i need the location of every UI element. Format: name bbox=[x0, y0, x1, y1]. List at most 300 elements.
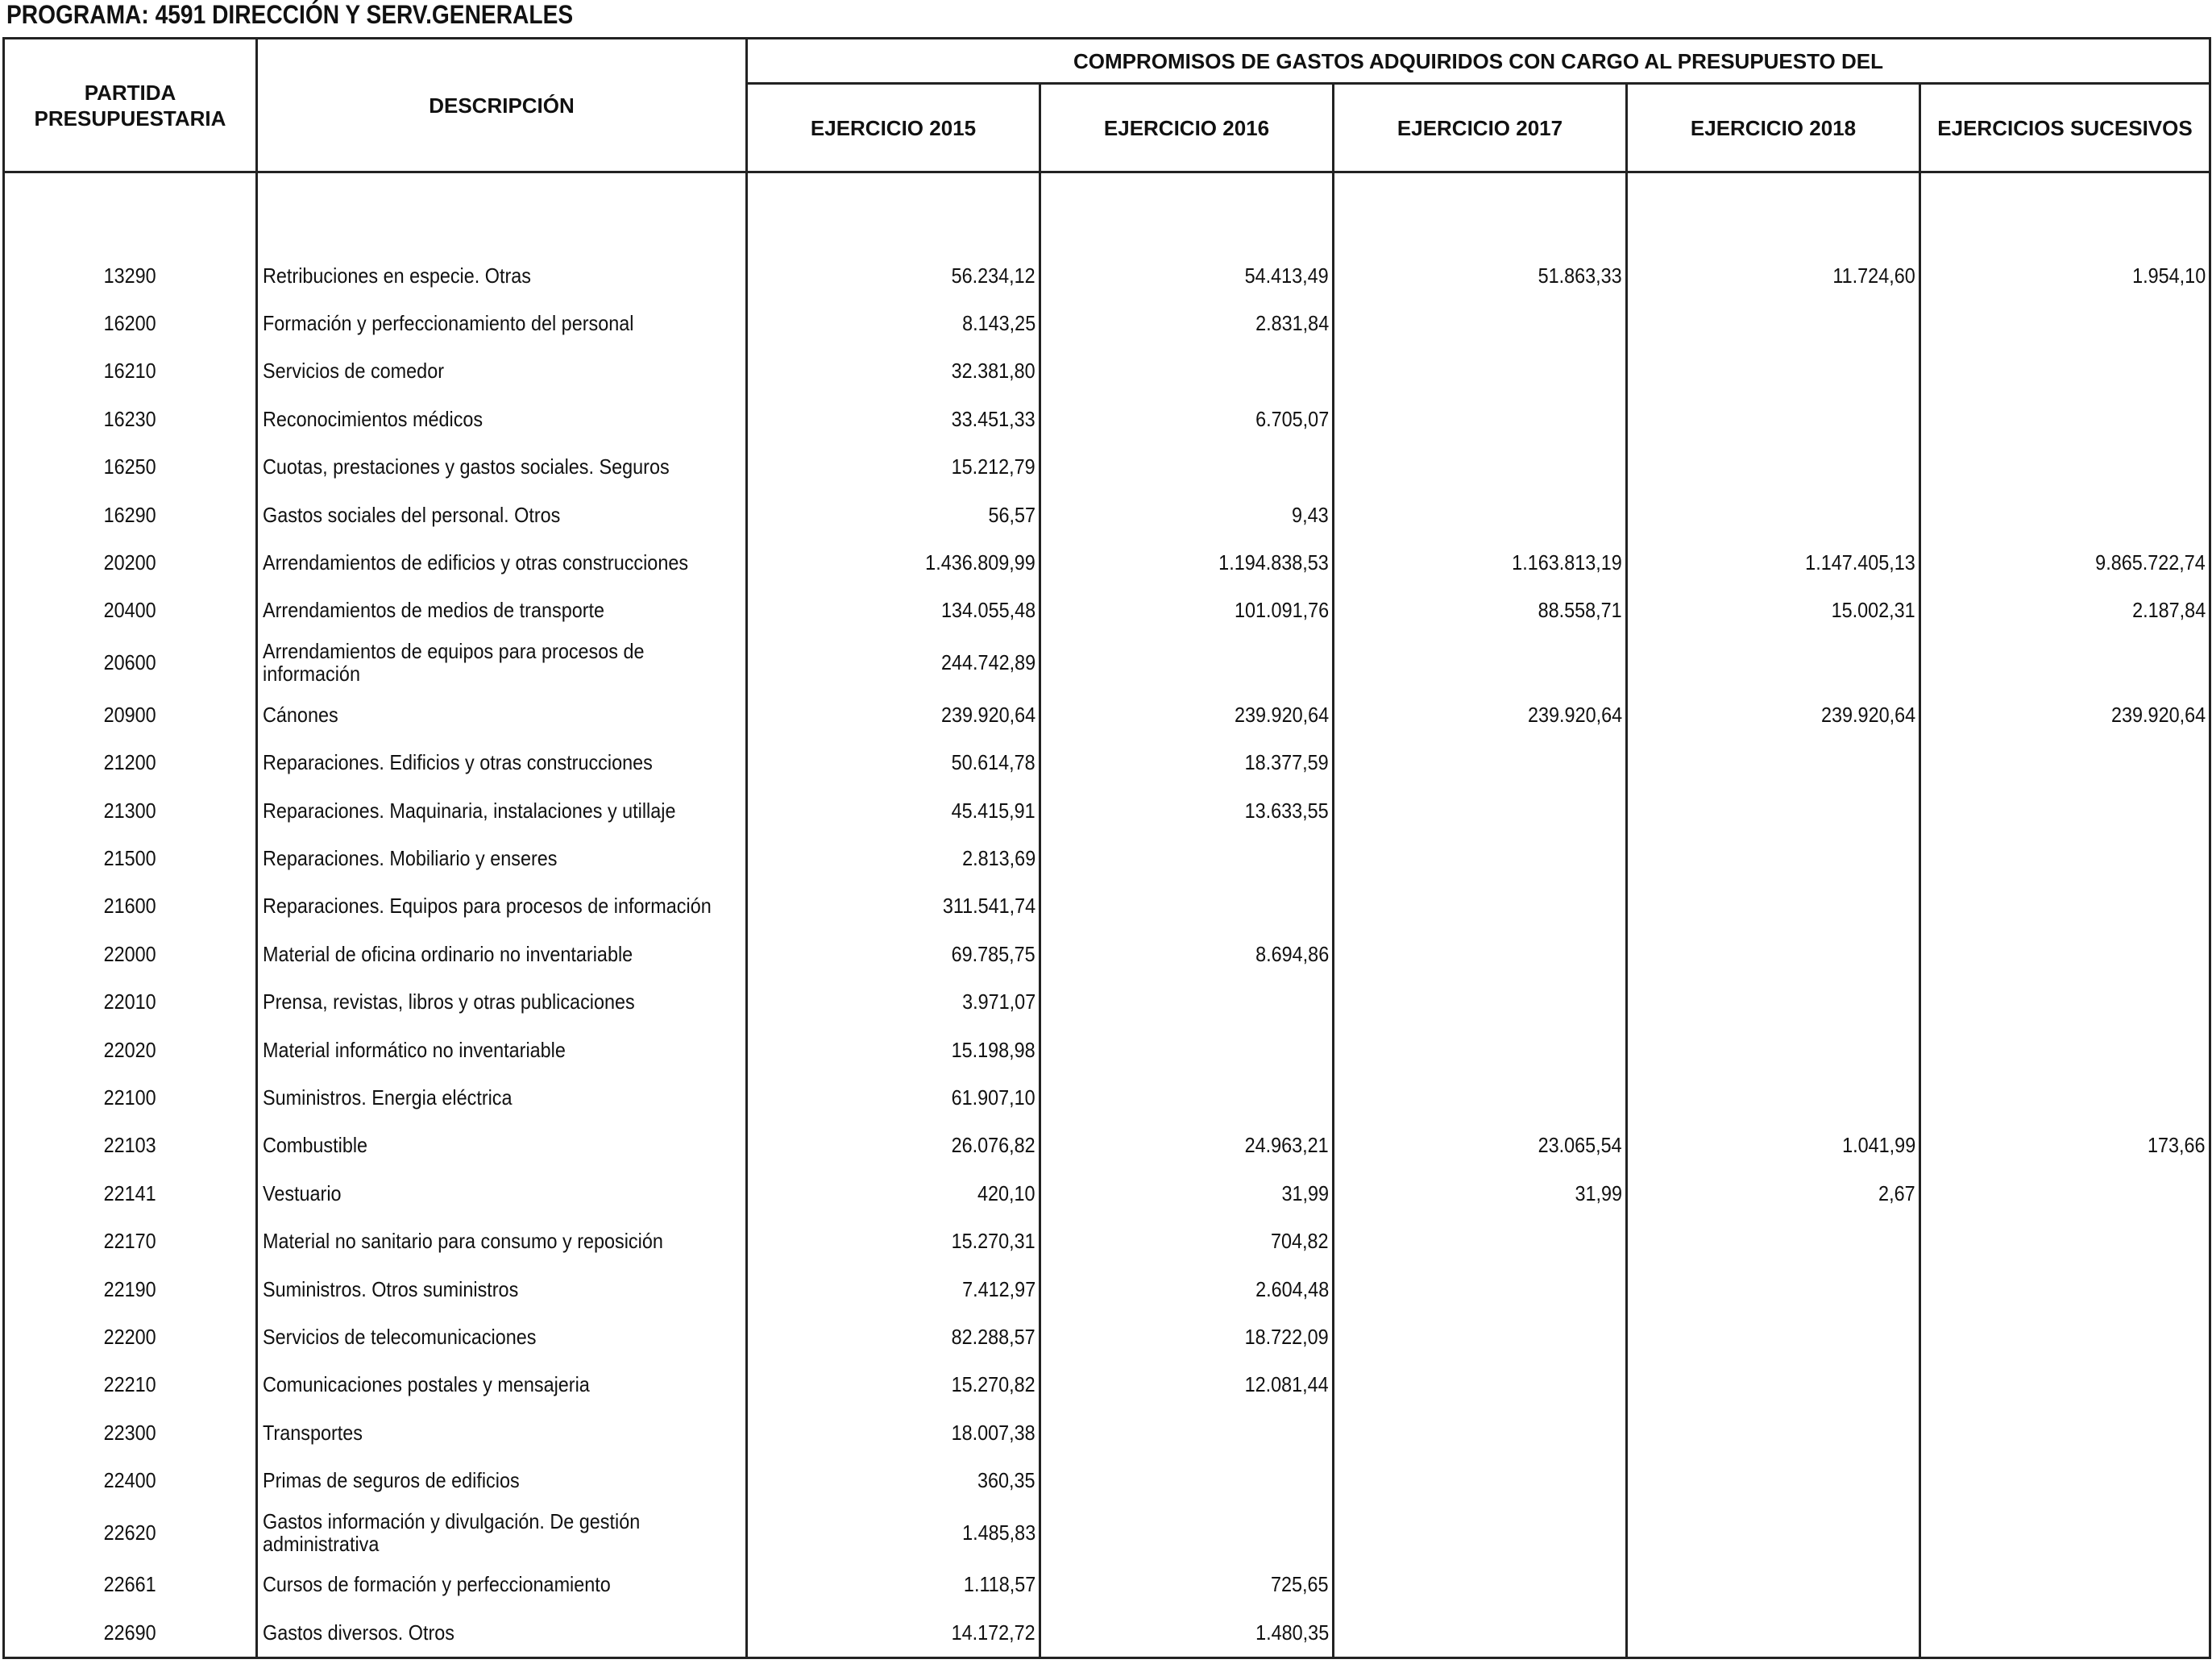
table-row bbox=[4, 977, 2210, 1025]
amount-2016-cell bbox=[1040, 1408, 1334, 1456]
amount-2017: 51.863,33 bbox=[1538, 263, 1622, 288]
amount-sucesivos-cell bbox=[1920, 1265, 2210, 1313]
amount-2016-cell bbox=[1040, 1313, 1334, 1360]
amount-sucesivos-cell bbox=[1920, 299, 2210, 346]
amount-sucesivos-cell bbox=[1920, 1504, 2210, 1561]
amount-2015-cell bbox=[747, 538, 1040, 586]
amount-2015-cell bbox=[747, 977, 1040, 1025]
partida-code bbox=[4, 395, 257, 442]
amount-2017-cell bbox=[1334, 1026, 1627, 1073]
amount-2015-cell bbox=[747, 1456, 1040, 1504]
descripcion-text: Primas de seguros de edificios bbox=[263, 1468, 520, 1493]
amount-sucesivos-cell bbox=[1920, 538, 2210, 586]
amount-2017-cell bbox=[1334, 1169, 1627, 1217]
partida-code bbox=[4, 786, 257, 834]
amount-2018: 11.724,60 bbox=[1832, 263, 1915, 288]
partida-code bbox=[4, 1561, 257, 1608]
amount-2016-cell bbox=[1040, 1361, 1334, 1408]
amount-2016: 54.413,49 bbox=[1244, 263, 1329, 288]
amount-2017-cell bbox=[1334, 538, 1627, 586]
amount-2018-cell bbox=[1627, 930, 1920, 977]
header-year-2018: EJERCICIO 2018 bbox=[1627, 84, 1920, 172]
amount-2015-cell bbox=[747, 395, 1040, 442]
partida-code-text: 22100 bbox=[103, 1085, 157, 1110]
amount-2018-cell bbox=[1627, 882, 1920, 930]
amount-2017-cell bbox=[1334, 1408, 1627, 1456]
partida-code-text: 16200 bbox=[103, 311, 157, 336]
amount-2016: 6.705,07 bbox=[1255, 406, 1329, 431]
amount-2017: 23.065,54 bbox=[1538, 1133, 1622, 1158]
amount-2015-cell bbox=[747, 834, 1040, 882]
amount-2018-cell bbox=[1627, 1361, 1920, 1408]
partida-code-text: 22661 bbox=[103, 1572, 157, 1597]
amount-2017-cell bbox=[1334, 882, 1627, 930]
descripcion-text: Prensa, revistas, libros y otras publicaciones bbox=[263, 989, 635, 1014]
amount-2015-cell bbox=[747, 443, 1040, 491]
amount-2016-cell bbox=[1040, 834, 1334, 882]
partida-code bbox=[4, 347, 257, 395]
amount-sucesivos-cell bbox=[1920, 251, 2210, 299]
amount-2015: 1.118,57 bbox=[963, 1572, 1035, 1597]
table-row bbox=[4, 882, 2210, 930]
amount-2016: 725,65 bbox=[1271, 1572, 1329, 1597]
table-row bbox=[4, 395, 2210, 442]
amount-2018-cell bbox=[1627, 299, 1920, 346]
amount-2015-cell bbox=[747, 251, 1040, 299]
amount-2016-cell bbox=[1040, 977, 1334, 1025]
partida-code bbox=[4, 491, 257, 538]
amount-2016-cell bbox=[1040, 1265, 1334, 1313]
descripcion-cell bbox=[257, 538, 747, 586]
descripcion-text: Arrendamientos de medios de transporte bbox=[263, 598, 605, 623]
amount-2018-cell bbox=[1627, 1408, 1920, 1456]
partida-code-text: 22103 bbox=[103, 1133, 157, 1158]
amount-2018-cell bbox=[1627, 443, 1920, 491]
partida-code bbox=[4, 882, 257, 930]
descripcion-text: Material no sanitario para consumo y reposición bbox=[263, 1229, 663, 1254]
table-body bbox=[4, 172, 2210, 1658]
amount-2015: 244.742,89 bbox=[940, 650, 1035, 675]
amount-2015: 45.415,91 bbox=[951, 798, 1035, 823]
descripcion-cell bbox=[257, 1073, 747, 1121]
amount-2018-cell bbox=[1627, 1456, 1920, 1504]
amount-2016-cell bbox=[1040, 1122, 1334, 1169]
amount-sucesivos-cell bbox=[1920, 691, 2210, 738]
amount-2015: 311.541,74 bbox=[942, 894, 1035, 919]
table-row bbox=[4, 1169, 2210, 1217]
amount-2016: 101.091,76 bbox=[1234, 598, 1329, 623]
amount-2016: 1.480,35 bbox=[1255, 1620, 1329, 1645]
amount-2017-cell bbox=[1334, 443, 1627, 491]
amount-2015-cell bbox=[747, 1313, 1040, 1360]
header-year-2015: EJERCICIO 2015 bbox=[747, 84, 1040, 172]
descripcion-cell bbox=[257, 1122, 747, 1169]
amount-2017-cell bbox=[1334, 251, 1627, 299]
amount-2017: 88.558,71 bbox=[1538, 598, 1622, 623]
partida-code bbox=[4, 587, 257, 634]
amount-2017-cell bbox=[1334, 1217, 1627, 1264]
partida-code bbox=[4, 1408, 257, 1456]
amount-sucesivos-cell bbox=[1920, 1456, 2210, 1504]
amount-2015: 360,35 bbox=[977, 1468, 1035, 1493]
amount-2017-cell bbox=[1334, 491, 1627, 538]
amount-2016-cell bbox=[1040, 1504, 1334, 1561]
amount-2017-cell bbox=[1334, 1313, 1627, 1360]
descripcion-cell bbox=[257, 634, 747, 691]
partida-code-text: 22190 bbox=[103, 1276, 157, 1301]
descripcion-text: Formación y perfeccionamiento del personal bbox=[263, 311, 634, 336]
table-row bbox=[4, 1122, 2210, 1169]
table-row bbox=[4, 299, 2210, 346]
table-row bbox=[4, 443, 2210, 491]
amount-2018-cell bbox=[1627, 251, 1920, 299]
amount-2018: 1.041,99 bbox=[1841, 1133, 1915, 1158]
amount-sucesivos: 9.865.722,74 bbox=[2095, 550, 2206, 575]
descripcion-cell bbox=[257, 587, 747, 634]
amount-2016: 8.694,86 bbox=[1255, 941, 1329, 966]
descripcion-text: Transportes bbox=[263, 1420, 363, 1445]
table-row bbox=[4, 1073, 2210, 1121]
descripcion-text: Servicios de telecomunicaciones bbox=[263, 1324, 537, 1349]
partida-code bbox=[4, 1608, 257, 1657]
amount-2017: 1.163.813,19 bbox=[1512, 550, 1622, 575]
amount-2017-cell bbox=[1334, 1122, 1627, 1169]
descripcion-text: Combustible bbox=[263, 1133, 368, 1158]
descripcion-text: Material informático no inventariable bbox=[263, 1037, 566, 1062]
table-row bbox=[4, 1265, 2210, 1313]
amount-2018-cell bbox=[1627, 587, 1920, 634]
amount-2015-cell bbox=[747, 1169, 1040, 1217]
amount-sucesivos-cell bbox=[1920, 1122, 2210, 1169]
table-row bbox=[4, 786, 2210, 834]
amount-2015: 69.785,75 bbox=[951, 941, 1035, 966]
partida-code bbox=[4, 1265, 257, 1313]
descripcion-cell bbox=[257, 882, 747, 930]
amount-2015: 134.055,48 bbox=[940, 598, 1035, 623]
amount-2018-cell bbox=[1627, 634, 1920, 691]
descripcion-cell bbox=[257, 1561, 747, 1608]
amount-sucesivos-cell bbox=[1920, 834, 2210, 882]
amount-2015: 1.436.809,99 bbox=[925, 550, 1035, 575]
amount-2017-cell bbox=[1334, 739, 1627, 786]
amount-sucesivos-cell bbox=[1920, 1313, 2210, 1360]
amount-2016-cell bbox=[1040, 1026, 1334, 1073]
partida-code-text: 22141 bbox=[103, 1180, 157, 1205]
partida-code bbox=[4, 739, 257, 786]
amount-2017-cell bbox=[1334, 587, 1627, 634]
amount-2016-cell bbox=[1040, 1456, 1334, 1504]
descripcion-cell bbox=[257, 251, 747, 299]
amount-2017-cell bbox=[1334, 1361, 1627, 1408]
amount-2017-cell bbox=[1334, 977, 1627, 1025]
partida-code-text: 20900 bbox=[103, 702, 157, 727]
descripcion-text: Reparaciones. Edificios y otras construcciones bbox=[263, 750, 653, 775]
amount-2016-cell bbox=[1040, 395, 1334, 442]
partida-code-text: 22170 bbox=[103, 1229, 157, 1254]
partida-code bbox=[4, 1169, 257, 1217]
descripcion-cell bbox=[257, 1408, 747, 1456]
amount-2016-cell bbox=[1040, 1561, 1334, 1608]
amount-sucesivos-cell bbox=[1920, 977, 2210, 1025]
budget-table bbox=[2, 37, 2211, 1659]
descripcion-text: Gastos sociales del personal. Otros bbox=[263, 502, 561, 527]
table-row bbox=[4, 587, 2210, 634]
descripcion-cell bbox=[257, 930, 747, 977]
amount-2018-cell bbox=[1627, 538, 1920, 586]
amount-2015: 7.412,97 bbox=[961, 1276, 1035, 1301]
table-row bbox=[4, 1456, 2210, 1504]
amount-2015: 33.451,33 bbox=[951, 406, 1035, 431]
amount-2016-cell bbox=[1040, 299, 1334, 346]
descripcion-text: Arrendamientos de edificios y otras construcciones bbox=[263, 550, 689, 575]
amount-2016: 24.963,21 bbox=[1244, 1133, 1329, 1158]
partida-code bbox=[4, 1122, 257, 1169]
table-row bbox=[4, 691, 2210, 738]
partida-code bbox=[4, 538, 257, 586]
amount-2015: 3.971,07 bbox=[961, 989, 1035, 1014]
descripcion-cell bbox=[257, 299, 747, 346]
amount-2016-cell bbox=[1040, 786, 1334, 834]
table-row bbox=[4, 1561, 2210, 1608]
amount-2016: 704,82 bbox=[1271, 1229, 1329, 1254]
amount-sucesivos-cell bbox=[1920, 347, 2210, 395]
descripcion-cell bbox=[257, 443, 747, 491]
program-title: PROGRAMA: 4591 DIRECCIÓN Y SERV.GENERALES bbox=[6, 0, 574, 29]
amount-2015-cell bbox=[747, 347, 1040, 395]
amount-2018-cell bbox=[1627, 1608, 1920, 1657]
amount-2018-cell bbox=[1627, 1073, 1920, 1121]
partida-code-text: 20400 bbox=[103, 598, 157, 623]
partida-code bbox=[4, 634, 257, 691]
amount-2015-cell bbox=[747, 1122, 1040, 1169]
amount-2016-cell bbox=[1040, 1217, 1334, 1264]
amount-2016-cell bbox=[1040, 1608, 1334, 1657]
partida-code-text: 16290 bbox=[103, 502, 157, 527]
descripcion-cell bbox=[257, 786, 747, 834]
amount-2017-cell bbox=[1334, 1073, 1627, 1121]
header-year-2016: EJERCICIO 2016 bbox=[1040, 84, 1334, 172]
amount-2017-cell bbox=[1334, 1265, 1627, 1313]
amount-sucesivos-cell bbox=[1920, 634, 2210, 691]
partida-code-text: 22010 bbox=[103, 989, 157, 1014]
amount-2015: 56,57 bbox=[988, 502, 1035, 527]
descripcion-cell bbox=[257, 1361, 747, 1408]
amount-2017-cell bbox=[1334, 395, 1627, 442]
descripcion-text: Suministros. Energia eléctrica bbox=[263, 1085, 513, 1110]
partida-code bbox=[4, 443, 257, 491]
partida-code bbox=[4, 299, 257, 346]
descripcion-cell bbox=[257, 1456, 747, 1504]
amount-2015-cell bbox=[747, 1561, 1040, 1608]
amount-2016: 1.194.838,53 bbox=[1218, 550, 1329, 575]
amount-sucesivos-cell bbox=[1920, 1361, 2210, 1408]
table-row bbox=[4, 834, 2210, 882]
amount-sucesivos-cell bbox=[1920, 1073, 2210, 1121]
amount-2018: 15.002,31 bbox=[1831, 598, 1915, 623]
header-partida-line2: PRESUPUESTARIA bbox=[34, 106, 226, 131]
partida-code bbox=[4, 691, 257, 738]
amount-2015-cell bbox=[747, 1504, 1040, 1561]
amount-2016-cell bbox=[1040, 251, 1334, 299]
amount-2016: 9,43 bbox=[1292, 502, 1329, 527]
header-compromisos: COMPROMISOS DE GASTOS ADQUIRIDOS CON CARGO AL PRESUPUESTO DEL bbox=[747, 39, 2210, 84]
table-row bbox=[4, 1361, 2210, 1408]
amount-2017-cell bbox=[1334, 1608, 1627, 1657]
partida-code-text: 21200 bbox=[103, 750, 157, 775]
amount-2015-cell bbox=[747, 691, 1040, 738]
header-partida-line1: PARTIDA bbox=[84, 80, 176, 105]
partida-code bbox=[4, 1504, 257, 1561]
descripcion-text: Arrendamientos de equipos para procesos de información bbox=[263, 639, 645, 687]
amount-2015-cell bbox=[747, 491, 1040, 538]
descripcion-cell bbox=[257, 491, 747, 538]
descripcion-cell bbox=[257, 1504, 747, 1561]
amount-2015: 15.212,79 bbox=[951, 454, 1035, 479]
descripcion-cell bbox=[257, 739, 747, 786]
partida-code-text: 22300 bbox=[103, 1420, 157, 1445]
partida-code-text: 22210 bbox=[103, 1372, 157, 1397]
amount-2017-cell bbox=[1334, 930, 1627, 977]
table-row bbox=[4, 634, 2210, 691]
header-year-2017: EJERCICIO 2017 bbox=[1334, 84, 1627, 172]
table-row bbox=[4, 538, 2210, 586]
header-partida bbox=[4, 39, 257, 172]
amount-2018-cell bbox=[1627, 1026, 1920, 1073]
header-ejercicios-sucesivos: EJERCICIOS SUCESIVOS bbox=[1920, 84, 2210, 172]
amount-sucesivos-cell bbox=[1920, 930, 2210, 977]
amount-sucesivos-cell bbox=[1920, 1408, 2210, 1456]
partida-code-text: 22400 bbox=[103, 1468, 157, 1493]
amount-2015-cell bbox=[747, 786, 1040, 834]
partida-code-text: 20600 bbox=[103, 650, 157, 675]
partida-code-text: 20200 bbox=[103, 550, 157, 575]
descripcion-text: Reconocimientos médicos bbox=[263, 406, 483, 431]
partida-code bbox=[4, 251, 257, 299]
amount-2015: 61.907,10 bbox=[951, 1085, 1035, 1110]
table-row bbox=[4, 1026, 2210, 1073]
descripcion-text: Reparaciones. Maquinaria, instalaciones y utillaje bbox=[263, 798, 676, 823]
amount-2016: 12.081,44 bbox=[1244, 1372, 1329, 1397]
amount-2017-cell bbox=[1334, 1456, 1627, 1504]
descripcion-cell bbox=[257, 1217, 747, 1264]
descripcion-cell bbox=[257, 1026, 747, 1073]
partida-code-text: 22020 bbox=[103, 1037, 157, 1062]
amount-2016-cell bbox=[1040, 691, 1334, 738]
table-header bbox=[4, 39, 2210, 172]
table-row bbox=[4, 1408, 2210, 1456]
amount-2015-cell bbox=[747, 299, 1040, 346]
amount-2015: 56.234,12 bbox=[951, 263, 1035, 288]
amount-2015: 2.813,69 bbox=[961, 845, 1035, 870]
amount-2018-cell bbox=[1627, 491, 1920, 538]
partida-code-text: 21300 bbox=[103, 798, 157, 823]
descripcion-cell bbox=[257, 1313, 747, 1360]
amount-sucesivos: 239.920,64 bbox=[2110, 702, 2206, 727]
amount-2018-cell bbox=[1627, 1169, 1920, 1217]
amount-2015: 239.920,64 bbox=[940, 702, 1035, 727]
amount-2018: 1.147.405,13 bbox=[1805, 550, 1915, 575]
amount-2016: 31,99 bbox=[1281, 1180, 1329, 1205]
partida-code bbox=[4, 1217, 257, 1264]
amount-sucesivos-cell bbox=[1920, 1169, 2210, 1217]
amount-2015: 32.381,80 bbox=[951, 359, 1035, 384]
amount-2015: 1.485,83 bbox=[961, 1520, 1035, 1545]
descripcion-text: Cuotas, prestaciones y gastos sociales. Seguros bbox=[263, 454, 670, 479]
table-row bbox=[4, 1608, 2210, 1657]
partida-code bbox=[4, 1073, 257, 1121]
amount-sucesivos-cell bbox=[1920, 491, 2210, 538]
table-row bbox=[4, 251, 2210, 299]
amount-2017: 239.920,64 bbox=[1527, 702, 1622, 727]
amount-2017-cell bbox=[1334, 786, 1627, 834]
descripcion-text: Cánones bbox=[263, 702, 338, 727]
table-row bbox=[4, 347, 2210, 395]
amount-2016-cell bbox=[1040, 587, 1334, 634]
amount-2017-cell bbox=[1334, 634, 1627, 691]
amount-2018-cell bbox=[1627, 1122, 1920, 1169]
amount-2016-cell bbox=[1040, 634, 1334, 691]
amount-2017-cell bbox=[1334, 347, 1627, 395]
amount-2015: 15.198,98 bbox=[951, 1037, 1035, 1062]
amount-2018-cell bbox=[1627, 834, 1920, 882]
amount-2015: 15.270,31 bbox=[951, 1229, 1035, 1254]
amount-2016-cell bbox=[1040, 739, 1334, 786]
amount-2015-cell bbox=[747, 1026, 1040, 1073]
amount-2015-cell bbox=[747, 1265, 1040, 1313]
partida-code-text: 22000 bbox=[103, 941, 157, 966]
partida-code bbox=[4, 930, 257, 977]
amount-2015: 14.172,72 bbox=[951, 1620, 1035, 1645]
amount-2018-cell bbox=[1627, 1504, 1920, 1561]
amount-sucesivos-cell bbox=[1920, 443, 2210, 491]
amount-2016: 239.920,64 bbox=[1234, 702, 1329, 727]
descripcion-text: Gastos diversos. Otros bbox=[263, 1620, 454, 1645]
partida-code-text: 22200 bbox=[103, 1324, 157, 1349]
amount-2018: 239.920,64 bbox=[1820, 702, 1915, 727]
amount-2016: 2.604,48 bbox=[1255, 1276, 1329, 1301]
table-row bbox=[4, 491, 2210, 538]
amount-2015-cell bbox=[747, 634, 1040, 691]
descripcion-cell bbox=[257, 347, 747, 395]
amount-2018-cell bbox=[1627, 395, 1920, 442]
amount-2015: 18.007,38 bbox=[951, 1420, 1035, 1445]
amount-sucesivos-cell bbox=[1920, 882, 2210, 930]
partida-code-text: 22620 bbox=[103, 1520, 157, 1545]
amount-2015-cell bbox=[747, 1408, 1040, 1456]
amount-2015-cell bbox=[747, 1217, 1040, 1264]
amount-2017-cell bbox=[1334, 1561, 1627, 1608]
table-row bbox=[4, 1504, 2210, 1561]
amount-2018-cell bbox=[1627, 1217, 1920, 1264]
amount-2018-cell bbox=[1627, 691, 1920, 738]
amount-sucesivos-cell bbox=[1920, 1217, 2210, 1264]
amount-sucesivos-cell bbox=[1920, 1608, 2210, 1657]
table-row bbox=[4, 930, 2210, 977]
amount-2016-cell bbox=[1040, 1073, 1334, 1121]
amount-2018-cell bbox=[1627, 786, 1920, 834]
descripcion-cell bbox=[257, 691, 747, 738]
descripcion-cell bbox=[257, 1608, 747, 1657]
amount-sucesivos-cell bbox=[1920, 1026, 2210, 1073]
amount-2015-cell bbox=[747, 739, 1040, 786]
partida-code bbox=[4, 1026, 257, 1073]
amount-sucesivos-cell bbox=[1920, 395, 2210, 442]
amount-2016-cell bbox=[1040, 443, 1334, 491]
table-row bbox=[4, 1313, 2210, 1360]
descripcion-cell bbox=[257, 834, 747, 882]
amount-2015: 82.288,57 bbox=[951, 1324, 1035, 1349]
amount-2016: 2.831,84 bbox=[1255, 311, 1329, 336]
